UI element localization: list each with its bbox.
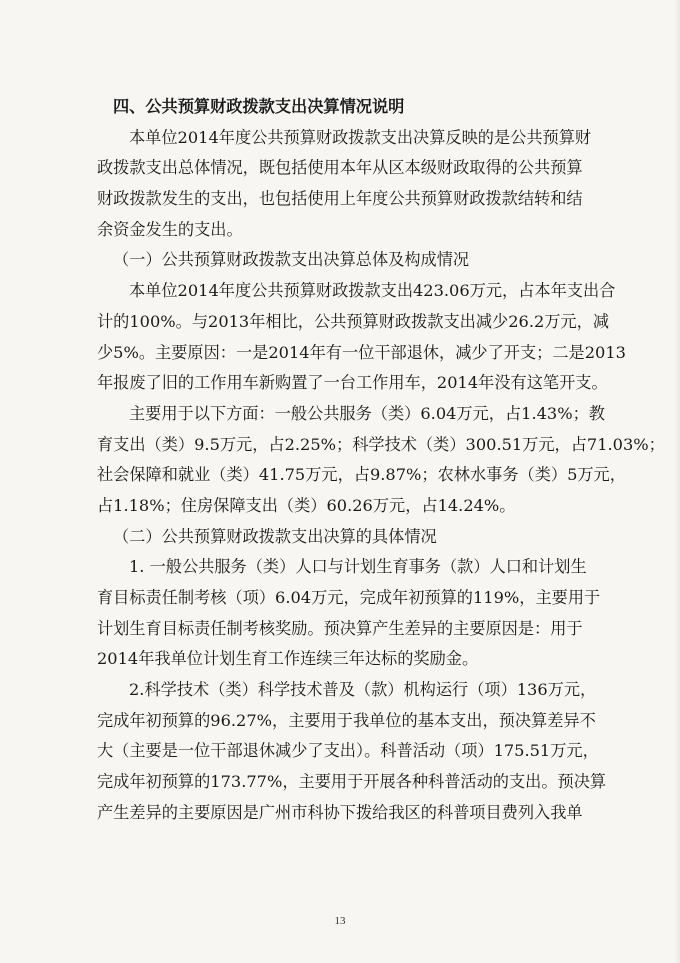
paragraph-line: 本单位2014年度公共预算财政拨款支出423.06万元，占本年支出合 — [129, 281, 616, 301]
section-heading: 四、公共预算财政拨款支出决算情况说明 — [113, 97, 405, 116]
scan-edge-shadow — [674, 0, 680, 963]
paragraph-line: 1. 一般公共服务（类）人口与计划生育事务（款）人口和计划生 — [129, 557, 587, 577]
paragraph-line: 育目标责任制考核（项）6.04万元，完成年初预算的119%，主要用于 — [97, 588, 601, 607]
subsection-1-title: （一）公共预算财政拨款支出决算总体及构成情况 — [113, 250, 470, 270]
paragraph-line: 计划生育目标责任制考核奖励。预决算产生差异的主要原因是：用于 — [97, 618, 583, 638]
paragraph-line: 社会保障和就业（类）41.75万元，占9.87%；农林水事务（类）5万元， — [97, 465, 626, 485]
page-content — [97, 92, 665, 829]
paragraph-line: 2.科学技术（类）科学技术普及（款）机构运行（项）136万元， — [129, 680, 597, 700]
paragraph-line: 主要用于以下方面：一般公共服务（类）6.04万元，占1.43%；教 — [129, 403, 605, 423]
intro-line: 本单位2014年度公共预算财政拨款支出决算反映的是公共预算财 — [129, 127, 592, 147]
paragraph-line: 育支出（类）9.5万元，占2.25%；科学技术（类）300.51万元，占71.03%； — [97, 434, 665, 454]
page-number: 13 — [334, 915, 346, 927]
intro-line: 财政拨款发生的支出，也包括使用上年度公共预算财政拨款结转和结 — [97, 189, 583, 209]
intro-line: 余资金发生的支出。 — [97, 219, 243, 239]
paragraph-line: 计的100%。与2013年相比，公共预算财政拨款支出减少26.2万元，减 — [97, 311, 610, 331]
item-1-paragraph — [97, 552, 603, 675]
intro-paragraph — [97, 123, 603, 246]
paragraph-line: 年报废了旧的工作用车新购置了一台工作用车，2014年没有这笔开支。 — [97, 373, 608, 393]
paragraph-line: 少5%。主要原因：一是2014年有一位干部退休，减少了开支；二是2013 — [97, 342, 626, 362]
paragraph-line: 产生差异的主要原因是广州市科协下拨给我区的科普项目费列入我单 — [97, 802, 583, 822]
item-2-paragraph — [97, 675, 607, 828]
intro-line: 政拨款支出总体情况，既包括使用本年从区本级财政取得的公共预算 — [97, 158, 583, 178]
uses-paragraph — [97, 399, 665, 522]
paragraph-line: 占1.18%；住房保障支出（类）60.26万元，占14.24%。 — [97, 495, 516, 515]
subsection-2-title: （二）公共预算财政拨款支出决算的具体情况 — [113, 526, 437, 546]
paragraph-line: 完成年初预算的96.27%，主要用于我单位的基本支出，预决算差异不 — [97, 710, 596, 730]
paragraph-line: 2014年我单位计划生育工作连续三年达标的奖励金。 — [97, 649, 479, 669]
paragraph-line: 完成年初预算的173.77%，主要用于开展各种科普活动的支出。预决算 — [97, 772, 607, 792]
paragraph-line: 大（主要是一位干部退休减少了支出）。科普活动（项）175.51万元， — [97, 741, 599, 761]
subsection-1-paragraph — [97, 276, 626, 399]
